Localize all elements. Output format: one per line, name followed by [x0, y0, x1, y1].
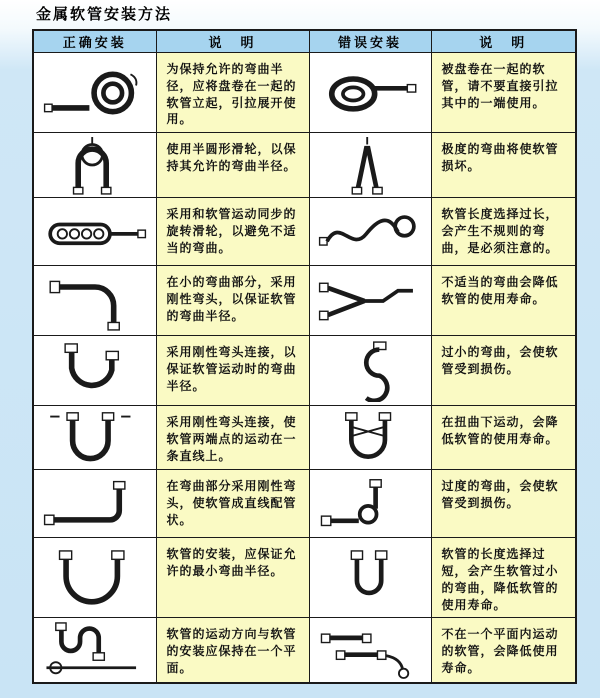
description-text: 被盘卷在一起的软管，请不要直接引拉其中的一端使用。 [441, 62, 559, 110]
table-row [33, 406, 576, 470]
header-description-2: 说 明 [431, 30, 576, 53]
description-text: 软管长度选择过长，会产生不规则的弯曲，是必须注意的。 [441, 207, 559, 255]
description-cell [156, 133, 309, 198]
description-cell [156, 618, 309, 683]
description-text: 在扭曲下运动，会降低软管的使用寿命。 [441, 415, 559, 446]
description-text: 在弯曲部分采用刚性弯头，使软管成直线配管状。 [166, 479, 297, 527]
figure-wrong-loop-elbow [309, 470, 431, 538]
header-description-1: 说 明 [156, 30, 309, 53]
description-cell [156, 538, 309, 618]
description-text: 采用和软管运动同步的旋转滑轮，以避免不适当的弯曲。 [166, 207, 297, 255]
table-row [33, 133, 576, 198]
figure-wrong-out-of-plane [309, 618, 431, 683]
description-cell [156, 53, 309, 133]
figure-wrong-coil-pulled [309, 53, 431, 133]
description-text: 软管的运动方向与软管的安装应保持在一个平面。 [166, 627, 297, 675]
table-row [33, 198, 576, 266]
header-row [33, 30, 576, 53]
description-text: 在小的弯曲部分，采用刚性弯头，以保证软管的弯曲半径。 [166, 275, 297, 323]
figure-correct-wide-u [33, 538, 156, 618]
figure-correct-straight-piping [33, 470, 156, 538]
figure-wrong-narrow-u [309, 538, 431, 618]
description-cell [431, 53, 576, 133]
table-row [33, 266, 576, 336]
figure-correct-rotating-track [33, 198, 156, 266]
description-text: 采用刚性弯头连接，使软管两端点的运动在一条直线上。 [166, 415, 297, 463]
description-text: 极度的弯曲将使软管损坏。 [441, 142, 559, 173]
installation-methods-table [32, 29, 577, 684]
figure-wrong-sharp-bend [309, 133, 431, 198]
header-correct-install: 正确安装 [33, 30, 156, 53]
description-cell [431, 538, 576, 618]
figure-correct-one-plane-trap [33, 618, 156, 683]
description-cell [431, 470, 576, 538]
description-cell [156, 198, 309, 266]
description-cell [431, 406, 576, 470]
figure-correct-coiled-hose [33, 53, 156, 133]
figure-wrong-twisted-u [309, 406, 431, 470]
table-row [33, 470, 576, 538]
description-text: 不在一个平面内运动的软管，会降低使用寿命。 [441, 627, 559, 675]
figure-correct-u-inline [33, 406, 156, 470]
figure-correct-rigid-elbow-small-bend [33, 266, 156, 336]
description-cell [156, 406, 309, 470]
figure-correct-pulley [33, 133, 156, 198]
description-text: 软管的安装，应保证允许的最小弯曲半径。 [166, 547, 297, 578]
description-cell [431, 266, 576, 336]
description-text: 为保持允许的弯曲半径，应将盘卷在一起的软管立起，引拉展开使用。 [166, 62, 297, 127]
description-cell [156, 336, 309, 406]
figure-correct-elbow-curve [33, 336, 156, 406]
figure-wrong-kinked-bend [309, 266, 431, 336]
header-wrong-install: 错误安装 [309, 30, 431, 53]
description-cell [431, 336, 576, 406]
table-row [33, 618, 576, 683]
description-text: 过小的弯曲，会使软管受到损伤。 [441, 345, 559, 376]
description-text: 不适当的弯曲会降低软管的使用寿命。 [441, 275, 559, 306]
description-text: 软管的长度选择过短，会产生软管过小的弯曲，降低软管的使用寿命。 [441, 547, 559, 612]
table-row [33, 336, 576, 406]
description-cell [431, 618, 576, 683]
description-cell [156, 470, 309, 538]
description-cell [431, 133, 576, 198]
description-cell [431, 198, 576, 266]
description-cell [156, 266, 309, 336]
table-row [33, 53, 576, 133]
description-text: 过度的弯曲，会使软管受到损伤。 [441, 479, 559, 510]
description-text: 采用刚性弯头连接，以保证软管运动时的弯曲半径。 [166, 345, 297, 393]
figure-wrong-overlong-hose [309, 198, 431, 266]
figure-wrong-s-bend [309, 336, 431, 406]
table-row [33, 538, 576, 618]
description-text: 使用半圆形滑轮，以保持其允许的弯曲半径。 [166, 142, 297, 173]
page-title: 金属软管安装方法 [36, 6, 173, 23]
